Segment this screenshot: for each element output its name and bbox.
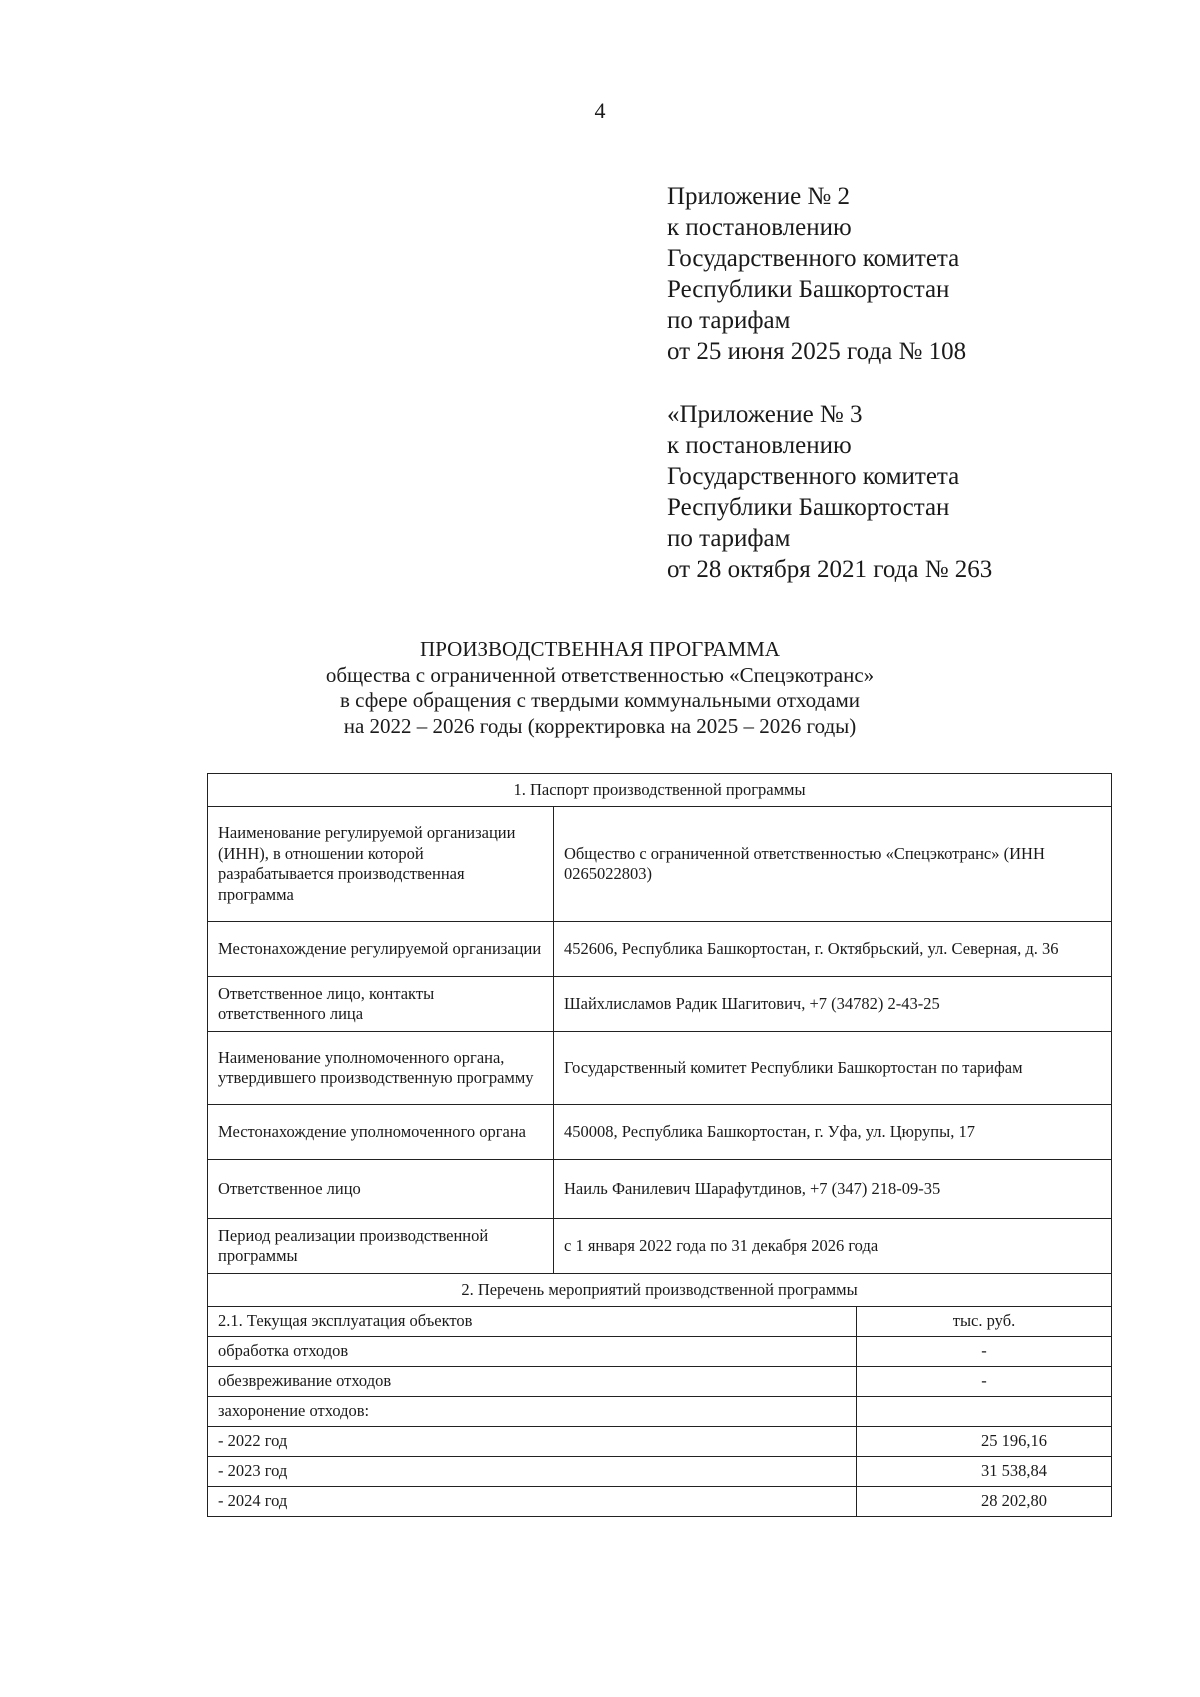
appendix-3-line: по тарифам <box>667 525 791 552</box>
passport-row <box>208 922 1112 977</box>
passport-row <box>208 1032 1112 1105</box>
subsection-row <box>208 1306 1112 1336</box>
passport-value: с 1 января 2022 года по 31 декабря 2026 года <box>554 1219 1112 1274</box>
item-value: 25 196,16 <box>857 1426 1112 1456</box>
document-heading <box>150 637 1050 739</box>
list-item <box>208 1456 1112 1486</box>
passport-value: Наиль Фанилевич Шарафутдинов, +7 (347) 218-09-35 <box>554 1160 1112 1219</box>
production-program-table <box>207 773 1112 1307</box>
heading-line: общества с ограниченной ответственностью «Спецэкотранс» <box>325 662 875 687</box>
passport-row <box>208 1160 1112 1219</box>
unit-label: тыс. руб. <box>857 1306 1112 1336</box>
item-label: - 2023 год <box>208 1456 857 1486</box>
item-label: обработка отходов <box>208 1336 857 1366</box>
passport-label: Ответственное лицо <box>208 1160 554 1219</box>
list-item <box>208 1426 1112 1456</box>
item-value: - <box>857 1366 1112 1396</box>
item-value: 31 538,84 <box>857 1456 1112 1486</box>
item-label: захоронение отходов: <box>208 1396 857 1426</box>
section-2-title: 2. Перечень мероприятий производственной программы <box>208 1274 1112 1307</box>
appendix-2-line: Республики Башкортостан <box>667 276 950 303</box>
heading-line: на 2022 – 2026 годы (корректировка на 2025 – 2026 годы) <box>343 713 857 738</box>
document-title: ПРОИЗВОДСТВЕННАЯ ПРОГРАММА <box>420 637 780 661</box>
passport-value: Государственный комитет Республики Башкортостан по тарифам <box>554 1032 1112 1105</box>
passport-label: Период реализации производственной программы <box>208 1219 554 1274</box>
section-1-title: 1. Паспорт производственной программы <box>208 774 1112 807</box>
appendix-3-line: к постановлению <box>667 432 852 459</box>
appendix-3-line: Государственного комитета <box>667 463 960 490</box>
item-value: 28 202,80 <box>857 1486 1112 1516</box>
passport-row <box>208 977 1112 1032</box>
list-item <box>208 1366 1112 1396</box>
appendix-3-line: от 28 октября 2021 года № 263 <box>667 556 993 583</box>
page-number: 4 <box>594 98 606 123</box>
item-label: - 2024 год <box>208 1486 857 1516</box>
passport-label: Ответственное лицо, контакты ответственного лица <box>208 977 554 1032</box>
passport-row <box>208 807 1112 922</box>
appendix-2-line: Государственного комитета <box>667 245 960 272</box>
passport-row <box>208 1105 1112 1160</box>
passport-row <box>208 1219 1112 1274</box>
heading-line: в сфере обращения с твердыми коммунальными отходами <box>339 688 861 712</box>
passport-value: Общество с ограниченной ответственностью «Спецэкотранс» (ИНН 0265022803) <box>554 807 1112 922</box>
passport-label: Местонахождение уполномоченного органа <box>208 1105 554 1160</box>
appendix-3-block <box>667 399 1087 585</box>
passport-value: Шайхлисламов Радик Шагитович, +7 (34782) 2-43-25 <box>554 977 1112 1032</box>
appendix-2-line: от 25 июня 2025 года № 108 <box>667 338 967 365</box>
list-item <box>208 1486 1112 1516</box>
appendix-2-block <box>667 181 1087 367</box>
item-label: обезвреживание отходов <box>208 1366 857 1396</box>
passport-value: 450008, Республика Башкортостан, г. Уфа, ул. Цюрупы, 17 <box>554 1105 1112 1160</box>
appendix-2-line: к постановлению <box>667 214 852 241</box>
list-item <box>208 1336 1112 1366</box>
appendix-3-line: Республики Башкортостан <box>667 494 950 521</box>
appendix-2-line: по тарифам <box>667 307 791 334</box>
passport-label: Наименование регулируемой организации (ИНН), в отношении которой разрабатывается производственная программа <box>208 807 554 922</box>
item-label: - 2022 год <box>208 1426 857 1456</box>
measures-table <box>207 1306 1112 1517</box>
list-item <box>208 1396 1112 1426</box>
passport-label: Местонахождение регулируемой организации <box>208 922 554 977</box>
appendix-2-line: Приложение № 2 <box>667 183 851 210</box>
passport-value: 452606, Республика Башкортостан, г. Октябрьский, ул. Северная, д. 36 <box>554 922 1112 977</box>
item-value: - <box>857 1336 1112 1366</box>
appendix-3-line: «Приложение № 3 <box>667 401 863 428</box>
item-value <box>857 1396 1112 1426</box>
passport-label: Наименование уполномоченного органа, утвердившего производственную программу <box>208 1032 554 1105</box>
subsection-label: 2.1. Текущая эксплуатация объектов <box>208 1306 857 1336</box>
